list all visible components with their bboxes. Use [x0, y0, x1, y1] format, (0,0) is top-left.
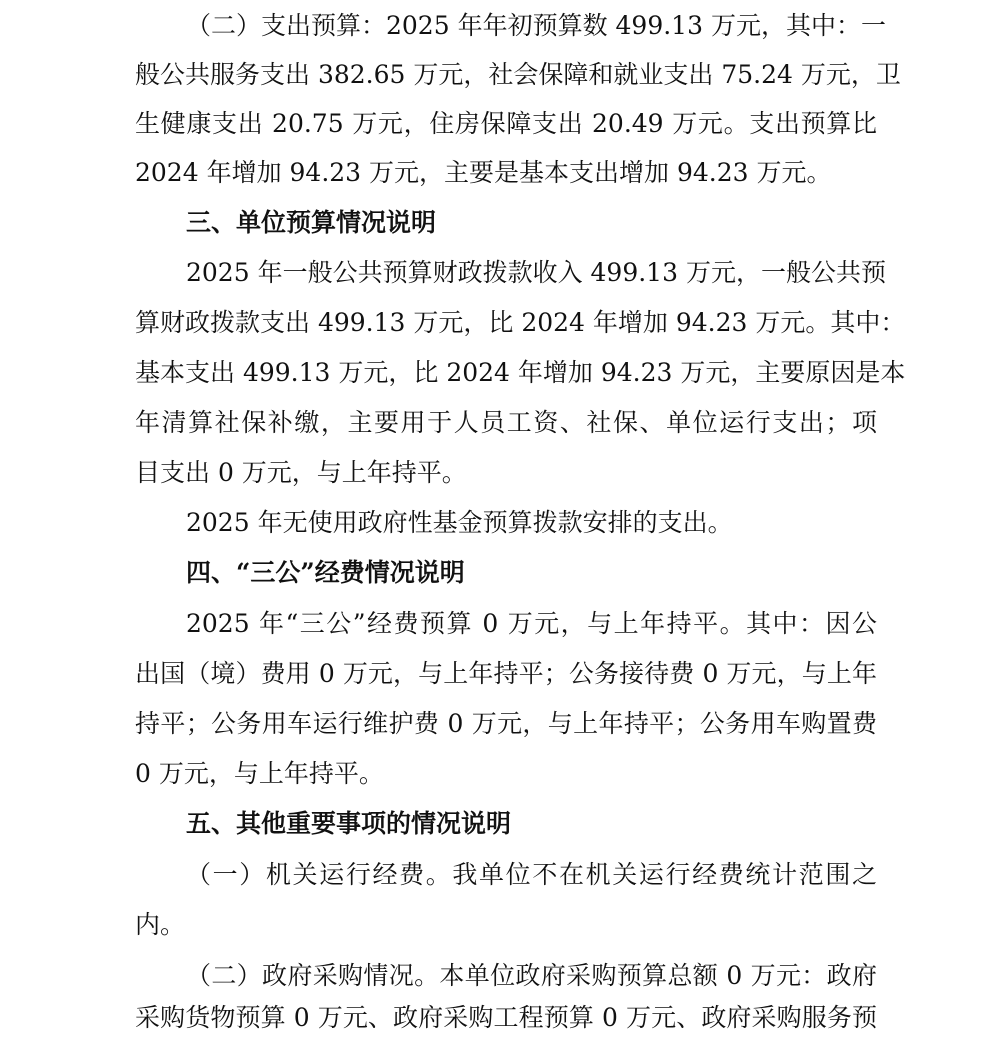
text-line: 算财政拨款支出 499.13 万元，比 2024 年增加 94.23 万元。其中：	[135, 308, 906, 337]
text-line: 出国（境）费用 0 万元，与上年持平；公务接待费 0 万元，与上年	[135, 659, 877, 688]
text-line: 生健康支出 20.75 万元，住房保障支出 20.49 万元。支出预算比	[135, 109, 877, 138]
section-heading: 四、“三公”经费情况说明	[186, 558, 465, 587]
text-line: 2025 年“三公”经费预算 0 万元，与上年持平。其中：因公	[186, 609, 877, 638]
text-line: 般公共服务支出 382.65 万元，社会保障和就业支出 75.24 万元，卫	[135, 60, 901, 89]
text-line: 2024 年增加 94.23 万元，主要是基本支出增加 94.23 万元。	[135, 158, 832, 187]
text-line: 年清算社保补缴，主要用于人员工资、社保、单位运行支出；项	[135, 408, 877, 437]
text-line: 采购货物预算 0 万元、政府采购工程预算 0 万元、政府采购服务预	[135, 1003, 877, 1032]
text-line: （二）政府采购情况。本单位政府采购预算总额 0 万元：政府	[186, 961, 877, 990]
text-line: 2025 年无使用政府性基金预算拨款安排的支出。	[186, 508, 733, 537]
text-line: 2025 年一般公共预算财政拨款收入 499.13 万元，一般公共预	[186, 258, 886, 287]
section-heading: 五、其他重要事项的情况说明	[186, 809, 512, 838]
text-line: 内。	[135, 910, 186, 939]
text-line: （二）支出预算：2025 年年初预算数 499.13 万元，其中：一	[186, 11, 886, 40]
text-line: （一）机关运行经费。我单位不在机关运行经费统计范围之	[186, 860, 877, 889]
text-line: 持平；公务用车运行维护费 0 万元，与上年持平；公务用车购置费	[135, 709, 877, 738]
text-line: 0 万元，与上年持平。	[135, 759, 384, 788]
text-line: 基本支出 499.13 万元，比 2024 年增加 94.23 万元，主要原因是本	[135, 358, 906, 387]
text-line: 目支出 0 万元，与上年持平。	[135, 458, 467, 487]
section-heading: 三、单位预算情况说明	[186, 208, 437, 237]
